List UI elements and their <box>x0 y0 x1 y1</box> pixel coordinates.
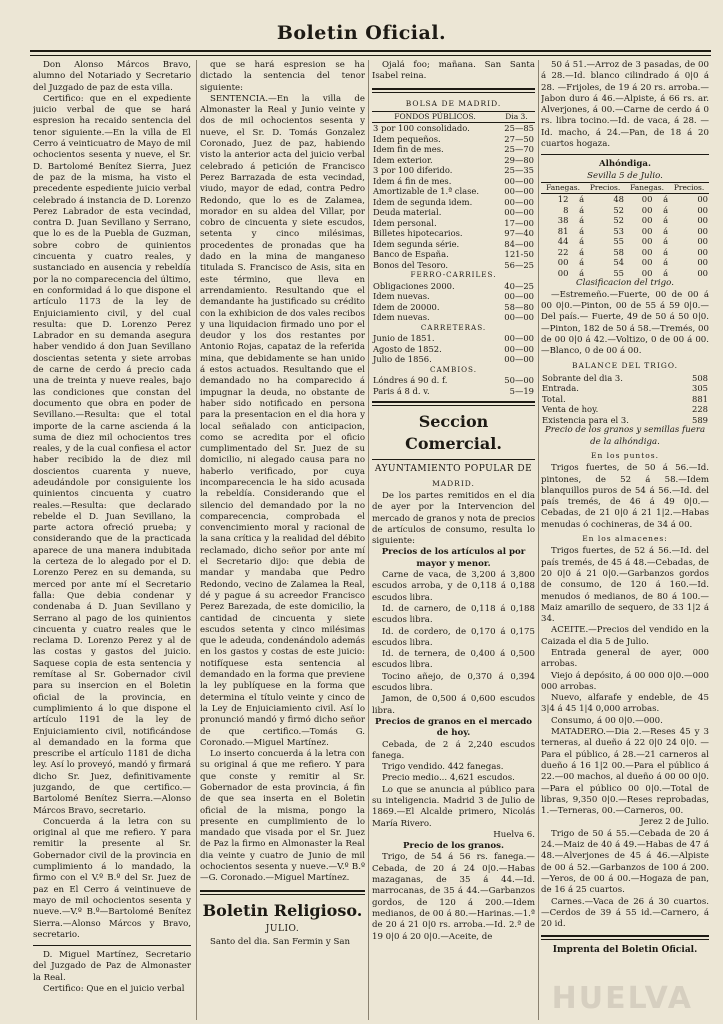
precios-item: Id. de cordero, de 0,170 á 0,175 escudos libra. <box>372 626 535 648</box>
sevilla-cell: 00 <box>697 194 708 205</box>
balance-body <box>541 373 709 426</box>
fuera-title: Precio de los granos y semillas fuera de la alhóndiga. <box>544 425 706 447</box>
sevilla-row <box>541 236 709 247</box>
sevilla-cell: á <box>663 257 669 268</box>
imprenta-footer: Imprenta del Boletin Oficial. <box>552 945 698 956</box>
sevilla-table <box>541 182 709 279</box>
column-2 <box>200 60 365 1020</box>
bolsa-cell: 27—50 <box>504 133 534 144</box>
bolsa-table <box>372 111 535 397</box>
sevilla-cell: 00 <box>697 257 708 268</box>
column-divider <box>196 60 197 1020</box>
aceite-item: Consumo, á 00 0|0.—000. <box>551 715 663 726</box>
divider <box>33 945 191 946</box>
ferro-cell: 00—00 <box>504 291 534 302</box>
ferro-row <box>372 312 535 323</box>
prices-continued: 50 á 51.—Arroz de 3 pasadas, de 00 á 28.—Id. blanco cilindrado á 0|0 á 28. —Frijoles, de 19 á 20 rs. arroba.— Jabon duro á 46.—Alpiste, á 66 rs. ar. Alverjones, á 00.—Carne de cerdo á 0 rs. libra tocino.—Id. de vaca, á 28. —Id. macho, á 24.—Pan, de 18 á 20 cuartos hogaza. <box>541 60 709 150</box>
bolsa-cell: Idem de segunda idem. <box>373 196 473 207</box>
sevilla-row <box>541 257 709 268</box>
huelva-title: Precio de los granos. <box>403 841 504 852</box>
bolsa-cell: 29—80 <box>504 154 534 165</box>
sevilla-cell: á <box>663 194 669 205</box>
sevilla-cell: á <box>579 267 585 278</box>
cambios-cell: Paris á 8 d. v. <box>373 385 430 396</box>
bolsa-head-label: FONDOS PÚBLICOS. <box>372 111 498 123</box>
bolsa-row <box>372 239 535 250</box>
precios-title: Precios de los artículos al por mayor y menor. <box>381 547 526 569</box>
ferro-cell: 58—80 <box>504 301 534 312</box>
certification-text: Certifico: que en el expediente juicio verbal de que se hará espresion ha recaido sentencia del tenor siguiente.—En la villa de El Cerro á veinticuatro de Mayo de mil ochocientos sesenta y nueve, el Sr. D. Bartolomé Benítez Sierra, Juez de paz de la misma, ha visto el precedente espediente juicio verbal celebrado á instancia de D. Lorenzo Perez Labrador de esta vecindad, contra D. Juan Sevillano y Serrano, que lo es de la Puebla de Guzman, sobre cobro de quinientos cincuenta y cuatro reales, y sustanciado en ausencia y rebeldía por la no comparecencia del último, en conformidad á lo que dispone el artículo 1173 de la ley de Enjuiciamiento civil, y del cual resulta: que D. Lorenzo Perez Labrador en su demanda asegura haber vendido á don Juan Sevillano doscientas setenta y siete arrobas de carne de cerdo á precio cada una de treinta y nueve reales, bajo las condiciones que constan del documento que obra en poder de Sevillano.—Resulta: que el total importe de la carne ascienda á la suma de diez mil ochocientos tres reales, y de la cual confiesa el actor haber recibido la de diez mil doscientos cuarenta y nueve, adeudándole por consiguiente los quinientos cincuenta y cuatro reales.—Resulta: que declarado rebelde el D. Juan Sevillano, la parte actora ofreció prueba; y considerando que de la practicada aparece de una manera indubitada la certeza de lo alegado por el D. Lorenzo Perez en su demanda, su merced por ante mí el Secretario falla: Que debia condenar y condenaba á D. Juan Sevillano y Serrano al pago de los quinientos cincuenta y cuatro reales que le reclama D. Lorenzo Perez y al de las costas y gastos del juicio. Saquese copia de esta sentencia y remítase al Sr. Gobernador civil para su insercion en el Boletin oficial de la provincia, en cumplimiento á lo que dispone el artículo 1191 de la ley de Enjuiciamiento civil, notificándose al demandado en la forma que prescribe el artículo 1181 de dicha ley. Así lo proveyó, mandó y firmará dicho Sr. Juez, definitivamente juzgando, de que certifico.—Bartolomé Benítez Sierra.—Alonso Márcos Bravo, secretario. <box>33 93 191 816</box>
ayunt-title: AYUNTAMIENTO POPULAR DE <box>374 464 533 475</box>
concordance-text: Lo inserto concuerda á la letra con su original á que me refiero. Y para que conste y remitir al Sr. Gobernador de esta provincia, á fin de que sea inserta en el Boletin oficial de la misma, pongo la presente en cumplimiento de lo mandado que visada por el Sr. Juez de Paz la firmo en Almonaster la Real dia veinte y cuatro de Junio de mil ochocientos sesenta y nueve.—V.º B.º—G. Coronado.—Miguel Martínez. <box>200 749 365 884</box>
bolsa-cell: 97—40 <box>504 228 534 239</box>
almacenes-text: Trigos fuertes, de 52 á 56.—Id. del país tremés, de 45 á 48.—Cebadas, de 20 0|0 á 21 0|0.—Garbanzos gordos de consumo, de 120 á 160.—Id. menudos ó medianos, de 80 á 100.—Maiz amarillo de sequero, de 33 1|2 á 34. <box>541 546 709 625</box>
sevilla-cell: 22 <box>557 246 569 257</box>
sevilla-head-4: Precios. <box>669 182 709 194</box>
granos-item: Cebada, de 2 á 2,240 escudos fanega. <box>372 739 535 761</box>
sevilla-head-2: Precios. <box>585 182 625 194</box>
carreteras-cell: Agosto de 1852. <box>373 343 442 354</box>
bolsa-body <box>372 123 535 271</box>
religioso-text: Santo del dia. San Fermin y San <box>210 936 351 947</box>
column-divider <box>538 60 539 1020</box>
concordance-text: Concuerda á la letra con su original al que me refiero. Y para remitir la presente al Sr. Gobernador civil de la provincia en cumplimiento á lo mandado, la firmo con el V.º B.º del Sr. Juez de paz en El Cerro á veintinueve de mayo de mil ochocientos sesenta y nueve.—V.º B.º—Bartolomé Benítez Sierra.—Alonso Márcos y Bravo, secretario. <box>33 816 191 940</box>
sevilla-cell: á <box>579 246 585 257</box>
bolsa-cell: 3 por 100 consolidado. <box>373 123 470 134</box>
ferro-cell: Idem de 20000. <box>373 301 440 312</box>
precios-item: Tocino añejo, de 0,370 á 0,394 escudos libra. <box>372 671 535 694</box>
bolsa-cell: Idem pequeños. <box>373 133 441 144</box>
sevilla-cell: á <box>663 267 669 278</box>
masthead-rule <box>30 50 711 56</box>
cambios-title: CAMBIOS. <box>429 364 477 374</box>
cambios-body <box>372 375 535 396</box>
sevilla-cell: 00 <box>641 225 653 236</box>
sevilla-dateline: Sevilla 5 de Julio. <box>587 170 663 181</box>
granos-item: Precio medio... 4,621 escudos. <box>382 773 515 784</box>
balance-cell: 228 <box>692 404 708 415</box>
sevilla-cell: á <box>579 225 585 236</box>
sevilla-cell: 00 <box>697 225 708 236</box>
divider <box>541 154 709 155</box>
cambios-cell: 50—00 <box>504 375 534 386</box>
bolsa-row <box>372 228 535 239</box>
cambios-title-row <box>372 365 535 376</box>
bolsa-cell: 00—00 <box>504 175 534 186</box>
ferro-title-row <box>372 270 535 281</box>
sevilla-cell: á <box>663 225 669 236</box>
sevilla-cell: 52 <box>613 215 624 226</box>
carreteras-cell: 00—00 <box>504 333 534 344</box>
sevilla-row <box>541 247 709 258</box>
carreteras-title: CARRETERAS. <box>420 322 487 332</box>
balance-row <box>541 394 709 405</box>
aceite-item: Entrada general de ayer, 000 arrobas. <box>541 647 709 670</box>
column-3 <box>372 60 535 1020</box>
bolsa-cell: 56—25 <box>504 259 534 270</box>
balance-cell: Existencia para el 3. <box>542 414 629 425</box>
bolsa-cell: Deuda material. <box>373 207 442 218</box>
sentence-text: SENTENCIA.—En la villa de Almonaster la Real y Junio veinte y dos de mil ochocientos sesenta y nueve, el Sr. D. Tomás Gonzalez Coronado, Juez de paz, habiendo visto la anterior acta del juicio verbal celebrado á petición de Francisco Perez Barrazada de esta vecindad, viudo, mayor de edad, contra Pedro Redondo, que lo es de Zalamea, morador en su aldea del Villar, por cobro de cincuenta y siete escudos, setenta y cinco milésimas, procedentes de pronadas que ha dado en la mina de manganeso titulada S. Francisco de Asis, sita en este término, que lleva en arrendamiento. Resultando que el demandante ha justificado su crédito con la exhibicion de dos vales recibos y una liquidacion firmado uno por el deudor y los dos restantes por Antonio Rojas, capataz de la referida mina, que debidamente se han unido á estos actuados. Resultando que el demandado no ha comparecido á impugnar la deuda, no obstante de haber sido notificado en persona para la presentacion en el dia hora y local señalado con anticipacion, como se acredita por el oficio cumplimentado del Sr. Juez de su domicilio, ni alegado causa para no haberlo verificado, por cuya incomparecencia le ha sido acusada la rebeldía. Considerando que el silencio del demandado por la no comparecencia, comprobada el convencimiento moral y racional de la sana crítica y la realidad del débito reclamado, dicho señor por ante mí el Secretario dijo: que debia de mandar y mandaba que Pedro Redondo, vecino de Zalamea la Real, dé y pague á su acreedor Francisco Perez Barezada, de este domicilio, la cantidad de cincuenta y siete escudos setenta y cinco milésimas que le adeuda, condenándolo además en los gastos y costas de este juicio: notifíquese esta sentencia al demandado en la forma que previene la ley publíquese en la forma que determina el título veinte y cinco de la Ley de Enjuiciamiento civil. Así lo pronunció mandó y firmó dicho señor de que certifico.—Tomás G. Coronado.—Miguel Martínez. <box>200 93 365 748</box>
bolsa-cell: 00—00 <box>504 186 534 197</box>
certification-start: Certifico: Que en el juicio verbal <box>43 984 185 995</box>
verdict-intro: que se hará espresion se ha dictado la sentencia del tenor siguiente: <box>200 60 365 93</box>
sevilla-cell: 54 <box>613 257 624 268</box>
bolsa-cell: Amortizable de 1.ª clase. <box>373 186 480 197</box>
balance-row <box>541 383 709 394</box>
jerez-text: Trigo de 50 á 55.—Cebada de 20 á 24.—Maiz de 40 á 49.—Habas de 47 á 48.—Alverjones de 45 á 46.—Alpiste de 00 á 52.—Garbanzos de 100 á 200. —Yeros, de 00 á 00.—Hogaza de pan, de 16 á 25 cuartos. <box>541 828 709 896</box>
cambios-cell: 5—19 <box>509 385 534 396</box>
clasif-text: —Estremeño.—Fuerte, 00 de 00 á 00 0|0.—Pinton, 00 de 55 á 59 0|0.—Del país.— Fuerte, 49 de 50 á 50 0|0.—Pinton, 182 de 50 á 58.—Tremés, 00 de 00 0|0 á 42.—Voltizo, 0 de 00 á 00.—Blanco, 0 de 00 á 00. <box>541 289 709 357</box>
precios-list <box>372 570 535 717</box>
aceite-list <box>541 648 709 727</box>
bolsa-cell: 121-50 <box>504 249 534 260</box>
bolsa-cell: 3 por 100 diferido. <box>373 165 453 176</box>
sevilla-cell: á <box>579 194 585 205</box>
carreteras-row <box>372 333 535 344</box>
balance-cell: 508 <box>692 372 708 383</box>
sevilla-cell: 12 <box>557 194 569 205</box>
bolsa-row <box>372 134 535 145</box>
sevilla-cell: 48 <box>613 194 624 205</box>
balance-row <box>541 373 709 384</box>
section-rule <box>541 935 709 940</box>
sevilla-cell: 00 <box>641 236 653 247</box>
ferro-cell: 40—25 <box>504 280 534 291</box>
secretary-heading: D. Miguel Martínez, Secretario del Juzgado de Paz de Almonaster la Real. <box>33 950 191 983</box>
sevilla-cell: 00 <box>697 267 708 278</box>
balance-cell: Sobrante del dia 3. <box>542 372 623 383</box>
sevilla-cell: 58 <box>613 246 624 257</box>
sevilla-cell: 44 <box>557 236 569 247</box>
granos-list <box>372 740 535 830</box>
sevilla-cell: á <box>579 236 585 247</box>
granos-item: Trigo vendido. 442 fanegas. <box>382 762 504 773</box>
bolsa-cell: Billetes hipotecarios. <box>373 228 463 239</box>
bolsa-cell: Bonos del Tesoro. <box>373 259 449 270</box>
bolsa-row <box>372 260 535 271</box>
sevilla-cell: 00 <box>697 236 708 247</box>
section-rule <box>200 890 365 895</box>
ferro-cell: 00—00 <box>504 312 534 323</box>
sevilla-cell: 00 <box>641 194 653 205</box>
sevilla-cell: 00 <box>641 204 653 215</box>
sevilla-head-1: Fanegas. <box>541 182 585 194</box>
granos-item: Lo que se anuncia al público para su inteligencia. Madrid 3 de Julio de 1869.—El Alcalde primero, Nicolás María Rivero. <box>372 784 535 829</box>
section-rule <box>372 88 535 93</box>
balance-title: BALANCE DEL TRIGO. <box>571 360 679 370</box>
bolsa-cell: 25—85 <box>504 123 534 134</box>
bolsa-row <box>372 176 535 187</box>
balance-cell: 881 <box>692 393 708 404</box>
sevilla-row <box>541 205 709 216</box>
sevilla-row <box>541 215 709 226</box>
puntos-text: Trigos fuertes, de 50 á 56.—Id. pintones, de 52 á 58.—Idem blanquillos puros de 54 á 56.—Id. del país tremés, de 46 á 49 0|0.—Cebadas, de 21 0|0 á 21 1|2.—Habas menudas ó cochineras, de 34 á 00. <box>541 463 709 530</box>
sevilla-cell: á <box>663 215 669 226</box>
sevilla-cell: á <box>663 236 669 247</box>
carreteras-title-row <box>372 323 535 334</box>
sevilla-cell: 55 <box>613 236 624 247</box>
notary-heading: Don Alonso Márcos Bravo, alumno del Notariado y Secretario del Juzgado de paz de esta villa. <box>33 60 191 93</box>
sevilla-head-3: Fanegas. <box>625 182 669 194</box>
bolsa-cell: Idem á fin de mes. <box>373 175 452 186</box>
balance-row <box>541 415 709 426</box>
bolsa-cell: Idem exterior. <box>373 154 433 165</box>
cambios-cell: Lóndres á 90 d. f. <box>373 375 448 386</box>
bolsa-title: BOLSA DE MADRID. <box>405 98 502 108</box>
sevilla-cell: 55 <box>613 267 624 278</box>
column-1 <box>33 60 191 1020</box>
precios-item: Id. de ternera, de 0,400 á 0,500 escudos libra. <box>372 649 535 671</box>
ayunt-intro: De los partes remitidos en el dia de ayer por la Intervencion del mercado de granos y nota de precios de artículos de consumo, resulta lo siguiente: <box>372 490 535 547</box>
clasif-title: Clasificacion del trigo. <box>576 278 674 289</box>
matadero-text: MATADERO.—Dia 2.—Reses 45 y 3 terneras, al dueño á 22 0|0 24 0|0. —Para el público, á 28.—21 carneros al dueño á 16 1|2 00.—Para el público á 22.—00 machos, al dueño á 00 00 0|0.—Para el público 00 0|0.—Total de libras, 9,350 0|0.—Reses reprobadas, 1.—Terneras, 00.—Carneros, 00. <box>541 727 709 817</box>
sevilla-cell: 8 <box>563 204 569 215</box>
jerez-dateline: Jerez 2 de Julio. <box>640 817 709 828</box>
bolsa-cell: Idem fin de mes. <box>373 144 444 155</box>
sevilla-cell: á <box>579 215 585 226</box>
sevilla-cell: 00 <box>697 246 708 257</box>
sevilla-cell: 00 <box>641 215 653 226</box>
bolsa-cell: 25—35 <box>504 165 534 176</box>
balance-row <box>541 404 709 415</box>
bolsa-row <box>372 123 535 134</box>
huelva-dateline: Huelva 6. <box>493 829 535 840</box>
carreteras-row <box>372 344 535 355</box>
granos-title: Precios de granos en el mercado de hoy. <box>375 716 532 739</box>
bolsa-cell: Idem segunda série. <box>373 238 460 249</box>
sevilla-cell: á <box>579 204 585 215</box>
ferro-body <box>372 281 535 323</box>
ferro-row <box>372 281 535 292</box>
sevilla-cell: 81 <box>557 225 569 236</box>
ferro-row <box>372 302 535 313</box>
bolsa-cell: 00—00 <box>504 196 534 207</box>
sevilla-cell: 52 <box>613 204 624 215</box>
almacenes-title: En los almacenes: <box>582 534 668 544</box>
bolsa-cell: 00—00 <box>504 207 534 218</box>
bolsa-row <box>372 165 535 176</box>
alhondiga-title: Alhóndiga. <box>598 159 651 170</box>
comercial-title: Seccion Comercial. <box>405 412 502 454</box>
cambios-row <box>372 386 535 397</box>
sevilla-cell: á <box>663 204 669 215</box>
sevilla-row <box>541 226 709 237</box>
column-4 <box>541 60 709 1020</box>
column-divider <box>368 60 369 1020</box>
bolsa-row <box>372 197 535 208</box>
religioso-month: JULIO. <box>265 923 300 934</box>
jerez-text-2: Carnes.—Vaca de 26 á 30 cuartos. —Cerdos de 39 á 55 id.—Carnero, á 20 id. <box>541 896 709 930</box>
carreteras-row <box>372 354 535 365</box>
saints-text: Ojalá foo; mañana. San Santa Isabel reina. <box>372 60 535 82</box>
bolsa-cell: 17—00 <box>504 217 534 228</box>
bolsa-row <box>372 218 535 229</box>
sevilla-cell: 00 <box>557 257 569 268</box>
bolsa-row <box>372 186 535 197</box>
precios-item: Carne de vaca, de 3,200 á 3,800 escudos arroba, y de 0,118 á 0,188 escudos libra. <box>372 570 535 603</box>
ferro-cell: Obligaciones 2000. <box>373 280 455 291</box>
sevilla-cell: 00 <box>557 267 569 278</box>
sevilla-cell: 00 <box>697 215 708 226</box>
divider <box>372 459 535 460</box>
ferro-title: FERRO-CARRILES. <box>410 270 497 280</box>
aceite-item: Viejo á depósito, á 00 000 0|0.—000 000 arrobas. <box>541 670 709 692</box>
cambios-row <box>372 375 535 386</box>
carreteras-cell: Junio de 1851. <box>373 333 435 344</box>
bolsa-cell: 25—70 <box>504 144 534 155</box>
precios-item: Jamon, de 0,500 á 0,600 escudos libra. <box>372 694 535 716</box>
balance-table <box>541 373 709 426</box>
ferro-row <box>372 291 535 302</box>
sevilla-cell: á <box>663 246 669 257</box>
sevilla-head <box>541 182 709 194</box>
sevilla-row <box>541 268 709 279</box>
bolsa-head <box>372 111 535 123</box>
bolsa-cell: Banco de España. <box>373 249 449 260</box>
bolsa-row <box>372 144 535 155</box>
masthead <box>0 0 723 52</box>
carreteras-body <box>372 333 535 365</box>
huelva-text: Trigo, de 54 á 56 rs. fanega.—Cebada, de 20 á 24 0|0.—Habas mazaganas, de 35 á 44.—Id. marrocanas, de 35 á 44.—Garbanzos gordos, de 120 á 200.—Idem medianos, de 00 á 80.—Harinas.—1.ª de 20 á 21 0|0 rs. arroba.—Id. 2.ª de 19 0|0 á 20 0|0.—Aceite, de <box>372 852 535 942</box>
balance-cell: Total. <box>542 393 566 404</box>
balance-cell: Entrada. <box>542 383 579 394</box>
sevilla-cell: 53 <box>613 225 624 236</box>
ferro-cell: Idem nuevas. <box>373 312 430 323</box>
balance-cell: Venta de hoy. <box>542 404 599 415</box>
masthead-title: Boletin Oficial. <box>276 22 447 44</box>
sevilla-cell: 00 <box>697 204 708 215</box>
ayunt-sub: MADRID. <box>432 478 475 488</box>
ferro-cell: Idem nuevas. <box>373 291 430 302</box>
sevilla-cell: 00 <box>641 257 653 268</box>
watermark: HUELVA <box>551 981 693 1016</box>
sevilla-cell: 38 <box>557 215 569 226</box>
religioso-title: Boletin Religioso. <box>202 900 363 920</box>
section-rule <box>372 401 535 406</box>
bolsa-row <box>372 155 535 166</box>
bolsa-row <box>372 207 535 218</box>
puntos-title: En los puntos. <box>590 450 660 460</box>
sevilla-cell: á <box>579 257 585 268</box>
balance-cell: 589 <box>692 414 708 425</box>
carreteras-cell: 00—00 <box>504 354 534 365</box>
bolsa-row <box>372 249 535 260</box>
sevilla-cell: 00 <box>641 246 653 257</box>
aceite-text: ACEITE.—Precios del vendido en la Caizada el dia 5 de Julio. <box>541 625 709 647</box>
sevilla-row <box>541 194 709 205</box>
precios-item: Id. de carnero, de 0,118 á 0,188 escudos libra. <box>372 603 535 626</box>
sevilla-body <box>541 194 709 279</box>
sevilla-cell: 00 <box>641 267 653 278</box>
carreteras-cell: 00—00 <box>504 343 534 354</box>
bolsa-head-day: Dia 3. <box>498 111 535 123</box>
bolsa-cell: 84—00 <box>504 238 534 249</box>
carreteras-cell: Julio de 1856. <box>373 354 432 365</box>
balance-cell: 305 <box>692 383 708 394</box>
aceite-item: Nuevo, alfarafe y endeble, de 45 3|4 á 45 1|4 0,000 arrobas. <box>541 693 709 715</box>
bolsa-cell: Idem personal. <box>373 217 437 228</box>
